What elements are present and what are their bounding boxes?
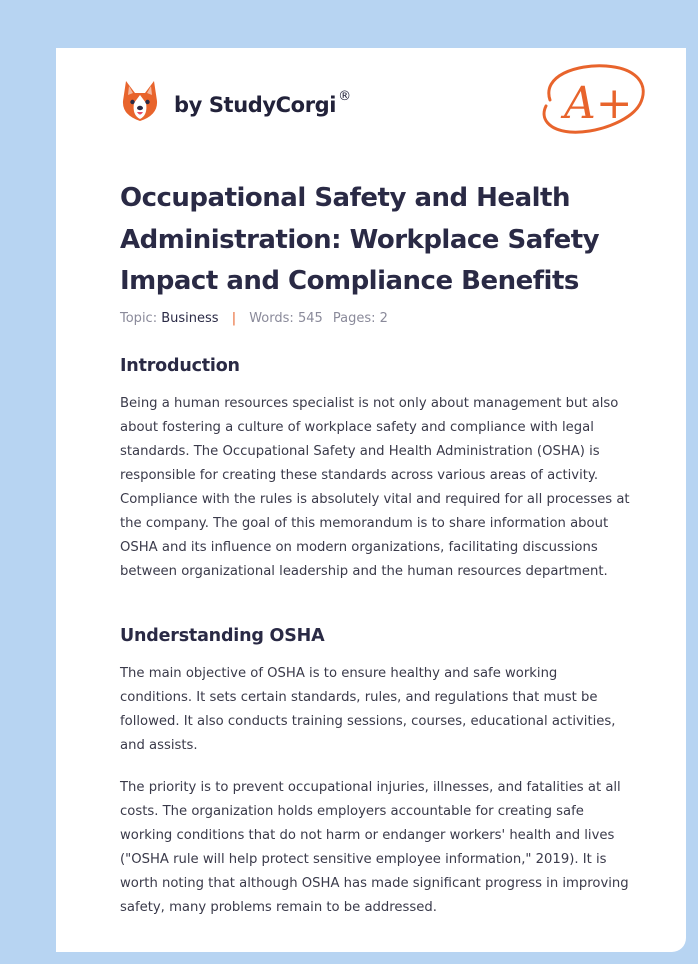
topic-link[interactable]: Business bbox=[161, 311, 219, 326]
paragraph: Being a human resources specialist is not only about management but also about fostering a culture of workplace safety and compliance with legal standards. The Occupational Safety and Health Administration (OSHA) is responsible for creating these standards across various areas of activity. Compliance with the rules is absolutely vital and required for all processes at the company. The goal of this memorandum is to share information about OSHA and its influence on modern organizations, facilitating discussions between organizational leadership and the human resources department. bbox=[120, 396, 630, 579]
words-label: Words: bbox=[249, 311, 294, 326]
paragraph: The priority is to prevent occupational injuries, illnesses, and fatalities at all costs. The organization holds employers accountable for creating safe working conditions that do not harm or endanger workers' health and lives ("OSHA rule will help protect sensitive employee information," 2019). It is worth noting that although OSHA has made significant progress in improving safety, many problems remain to be addressed. bbox=[120, 780, 629, 915]
section-heading-introduction: Introduction bbox=[120, 356, 240, 376]
grade-text: A+ bbox=[564, 78, 633, 129]
studycorgi-logo[interactable] bbox=[120, 76, 351, 126]
document-page bbox=[56, 48, 686, 952]
document-meta bbox=[120, 311, 388, 326]
pages-label: Pages: bbox=[332, 311, 376, 326]
paragraph: The main objective of OSHA is to ensure healthy and safe working conditions. It sets certain standards, rules, and regulations that must be followed. It also conducts training sessions, courses, educational activities, and assists. bbox=[120, 666, 616, 753]
section-heading-understanding-osha: Understanding OSHA bbox=[120, 626, 325, 646]
meta-separator: | bbox=[231, 311, 237, 326]
words-count: 545 bbox=[297, 311, 323, 326]
topic-label: Topic: bbox=[120, 311, 158, 326]
document-title: Occupational Safety and Health Administration: Workplace Safety Impact and Compliance Benefits bbox=[120, 183, 600, 296]
brand-name: by StudyCorgi ® bbox=[174, 89, 351, 117]
grade-a-plus-icon bbox=[536, 60, 652, 144]
pages-count: 2 bbox=[379, 311, 388, 326]
corgi-icon bbox=[120, 79, 160, 123]
